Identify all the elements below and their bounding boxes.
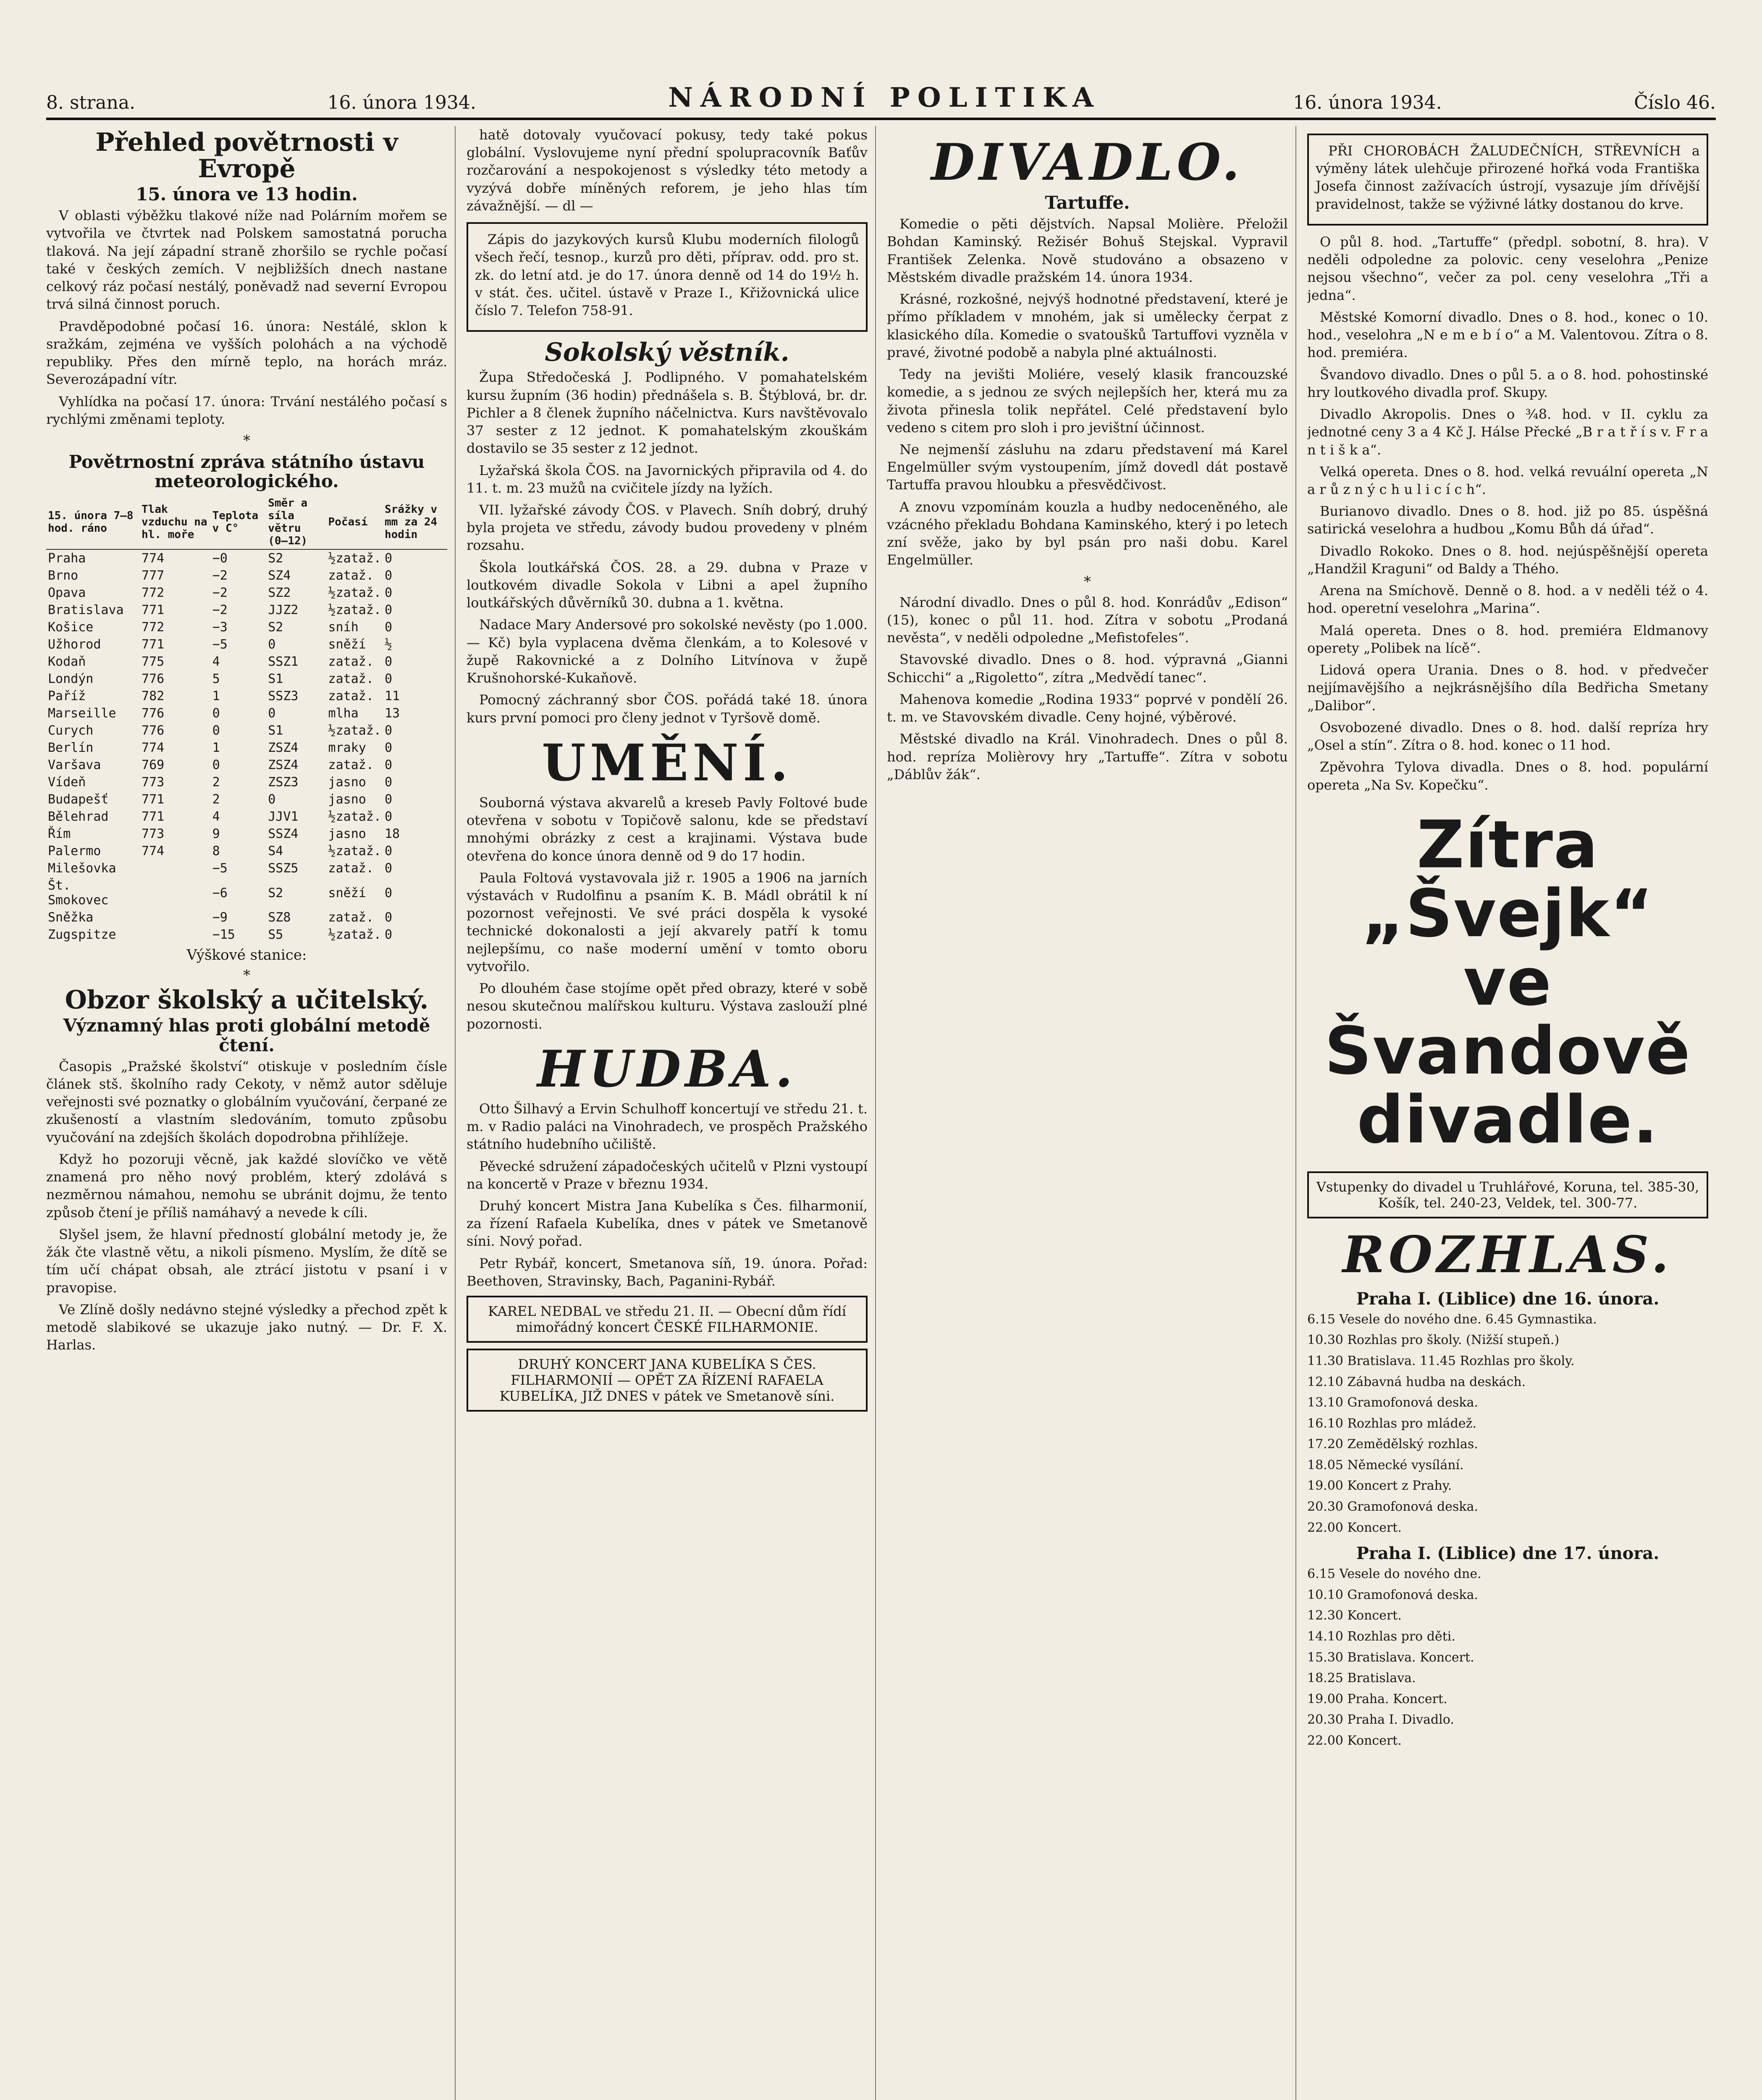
weather-cell: zataž. bbox=[328, 672, 374, 687]
weather-cell: SSZ3 bbox=[268, 689, 299, 704]
venue-listing: Městské Komorní divadlo. Dnes o 8. hod., konec o 10. hod., veselohra „N e m e b í o“ a M. Valentovou. Zítra o 8. hod. premiéra. bbox=[1307, 309, 1708, 361]
weather-cell: 0 bbox=[212, 723, 220, 738]
weather-cell: 0 bbox=[384, 551, 393, 566]
weather-cell: 4 bbox=[212, 809, 220, 824]
weather-row bbox=[46, 653, 447, 670]
weather-cell: Palermo bbox=[48, 844, 101, 859]
weather-cell: 0 bbox=[384, 758, 393, 773]
weather-row bbox=[46, 670, 447, 688]
weather-cell: JJV1 bbox=[268, 809, 299, 824]
theatre-listing: Stavovské divadlo. Dnes o 8. hod. výpravná „Gianni Schicchi“ a „Rigoletto“, zítra „Medvědí tanec“. bbox=[887, 651, 1288, 685]
column-weather-school bbox=[46, 126, 456, 2100]
weather-table-body bbox=[46, 549, 447, 943]
weather-cell: SZ4 bbox=[268, 568, 291, 583]
weather-cell: 774 bbox=[142, 844, 165, 859]
weather-cell: zataž. bbox=[328, 910, 374, 925]
radio-day-heading: Praha I. (Liblice) dne 16. února. bbox=[1356, 1289, 1660, 1309]
weather-cell: 0 bbox=[384, 885, 393, 900]
weather-cell: 782 bbox=[142, 689, 165, 704]
theatre-paragraph: Tedy na jevišti Moliére, veselý klasik francouzské komedie, a s jednou ze svých nejlepších her, která mu za života přinesla tolik nepřátel. Celé představení bylo vedeno s citem pro sloh i pro jevištní účinnost. bbox=[887, 366, 1288, 436]
svejk-line: Zítra „Švejk“ bbox=[1361, 806, 1654, 952]
weather-cell: −9 bbox=[212, 910, 228, 925]
separator: * bbox=[1084, 573, 1091, 590]
weather-cell: Bělehrad bbox=[48, 809, 109, 824]
weather-cell: 772 bbox=[142, 585, 165, 601]
weather-cell: zataž. bbox=[328, 568, 374, 583]
weather-cell: 0 bbox=[384, 910, 393, 925]
kubelik-ad: DRUHÝ KONCERT JANA KUBELÍKA S ČES. FILHARMONIÍ — OPĚT ZA ŘÍZENÍ RAFAELA KUBELÍKA, JIŽ DNES v pátek ve Smetanově síni. bbox=[467, 1349, 868, 1412]
weather-cell: ½zataž. bbox=[328, 551, 381, 566]
weather-cell: 774 bbox=[142, 551, 165, 566]
radio-day-heading: Praha I. (Liblice) dne 17. února. bbox=[1356, 1544, 1660, 1564]
weather-cell: Milešovka bbox=[48, 861, 116, 876]
radio-item: 22.00 Koncert. bbox=[1307, 1733, 1402, 1748]
weather-cell: Bratislava bbox=[48, 603, 124, 618]
radio-item: 19.00 Praha. Koncert. bbox=[1307, 1691, 1447, 1706]
venue-listing: O půl 8. hod. „Tartuffe“ (předpl. sobotní, 8. hra). V neděli odpoledne za polovic. ceny veselohra „Penize nejsou všechno“, večer za pol. ceny veselohra „Tři a jedna“. bbox=[1307, 234, 1708, 303]
svejk-line: ve Švandově bbox=[1324, 944, 1691, 1089]
radio-item: 22.00 Koncert. bbox=[1307, 1520, 1402, 1535]
weather-cell: 0 bbox=[384, 568, 393, 583]
radio-list bbox=[1307, 1566, 1708, 1749]
sokol-title: Sokolský věstník. bbox=[545, 338, 789, 368]
weather-cell: sněží bbox=[328, 885, 366, 900]
school-paragraph: Když ho pozoruji věcně, jak každé slovíčko ve větě znamená pro něho nový problém, který zdolává s nezměrnou námahou, nemohu se ubránit dojmu, že tento způsob čtení je příliš namáhavý a nevede k cíli. bbox=[46, 1151, 447, 1221]
weather-cell: Zugspitze bbox=[48, 927, 116, 942]
weather-row bbox=[46, 688, 447, 705]
radio-item: 14.10 Rozhlas pro děti. bbox=[1307, 1629, 1455, 1644]
sokol-paragraph: Župa Středočeská J. Podlipného. V pomahatelském kursu župním (36 hodin) přednášela s. B. Štýblová, br. dr. Pichler a 8 členek župního náčelnictva. Kurs navštěvovalo 37 sester z 12 jednot. K pomahatelským zkouškám dostavilo se 35 sester z 12 jednot. bbox=[467, 369, 868, 457]
weather-cell: 0 bbox=[384, 620, 393, 635]
weather-cell: ½zataž. bbox=[328, 723, 381, 738]
weather-row bbox=[46, 549, 447, 567]
weather-cell: 774 bbox=[142, 740, 165, 756]
weather-cell: 0 bbox=[268, 637, 276, 652]
weather-cell: zataž. bbox=[328, 689, 374, 704]
separator: * bbox=[243, 967, 250, 984]
radio-item: 10.10 Gramofonová deska. bbox=[1307, 1587, 1478, 1602]
sokol-paragraph: VII. lyžařské závody ČOS. v Plavech. Sníh dobrý, druhý byla projeta ve středu, závody budou provedeny v plném rozsahu. bbox=[467, 501, 868, 554]
theatre-paragraph: Komedie o pěti dějstvích. Napsal Molière. Přeložil Bohdan Kaminský. Režisér Bohuš Stejskal. Vypravil František Zelenka. Nově studováno a obsazeno v Městském divadle pražském 14. února 1934. bbox=[887, 216, 1288, 285]
newspaper-title: NÁRODNÍ POLITIKA bbox=[668, 82, 1101, 113]
date-left: 16. února 1934. bbox=[327, 92, 476, 113]
weather-cell: SSZ1 bbox=[268, 654, 299, 669]
weather-cell: S2 bbox=[268, 620, 283, 635]
header-cell: Tlak vzduchu na hl. moře bbox=[140, 495, 211, 549]
theatre-subtitle: Tartuffe. bbox=[1045, 192, 1130, 213]
school-paragraph: Slyšel jsem, že hlavní předností globální metody je, že žák čte vlastně větu, a nikoli písmeno. Myslím, že dítě se tím učí chápat obsah, ale ztrácí jistotu v psaní i v pravopise. bbox=[46, 1226, 447, 1296]
venue-listing: Švandovo divadlo. Dnes o půl 5. a o 8. hod. pohostinské hry loutkového divadla prof. Skupy. bbox=[1307, 366, 1708, 400]
weather-cell: S2 bbox=[268, 885, 283, 900]
weather-cell: zataž. bbox=[328, 758, 374, 773]
weather-cell: SZ8 bbox=[268, 910, 291, 925]
radio-list bbox=[1307, 1311, 1708, 1536]
weather-cell: 0 bbox=[384, 775, 393, 790]
theatre-listing: Městské divadlo na Král. Vinohradech. Dnes o půl 8. hod. repríza Molièrovy hry „Tartuffe“. Zítra v sobotu „Dáblův žák“. bbox=[887, 731, 1288, 782]
weather-cell: Varšava bbox=[48, 758, 101, 773]
weather-row bbox=[46, 860, 447, 877]
weather-cell: S1 bbox=[268, 723, 283, 738]
radio-item: 17.20 Zemědělský rozhlas. bbox=[1307, 1437, 1478, 1452]
weather-cell: 771 bbox=[142, 809, 165, 824]
theatre-listing: Národní divadlo. Dnes o půl 8. hod. Konrádův „Edison“ (15), konec o půl 11. hod. Zítra v sobotu „Prodaná nevěsta“, v neděli odpoledne „Mefistofeles“. bbox=[887, 594, 1288, 646]
weather-cell: SZ2 bbox=[268, 585, 291, 601]
header-cell: Počasí bbox=[327, 495, 383, 549]
weather-cell: 769 bbox=[142, 758, 165, 773]
header-cell: Srážky v mm za 24 hodin bbox=[383, 495, 447, 549]
column-listings-radio bbox=[1307, 126, 1716, 2100]
weather-paragraph: Vyhlídka na počasí 17. února: Trvání nestálého počasí s rychlými změnami teploty. bbox=[46, 393, 447, 427]
weather-cell: −15 bbox=[212, 927, 235, 942]
weather-cell: 0 bbox=[384, 927, 393, 942]
hudba-paragraph: Druhý koncert Mistra Jana Kubelíka s Čes. filharmonií, za řízení Rafaela Kubelíka, dnes v pátek ve Smetanově síni. Nový pořad. bbox=[467, 1198, 868, 1250]
weather-cell: −0 bbox=[212, 551, 228, 566]
weather-cell: Berlín bbox=[48, 740, 94, 756]
weather-cell: 9 bbox=[212, 827, 220, 842]
weather-cell: 771 bbox=[142, 603, 165, 618]
radio-item: 20.30 Gramofonová deska. bbox=[1307, 1499, 1478, 1515]
notice-text: Zápis do jazykových kursů Klubu moderních filologů všech řečí, tesnop., kurzů pro děti, příprav. odd. pro st. zk. do letní atd. je do 17. února denně od 14 do 19½ h. v stát. čes. učitel. ústavě v Praze I., Křižovnická ulice číslo 7. Telefon 758-91. bbox=[475, 231, 859, 319]
weather-table-header bbox=[46, 495, 447, 549]
weather-cell: Opava bbox=[48, 585, 86, 601]
weather-row bbox=[46, 722, 447, 739]
weather-row bbox=[46, 791, 447, 808]
weather-cell: 18 bbox=[384, 827, 400, 842]
umeni-paragraph: Souborná výstava akvarelů a kreseb Pavly Foltové bude otevřena v sobotu v Topičově salonu, kde se představí mnohými obrázky z cest a krajinami. Výstava bude otevřena do konce února denně od 9 do 17 hodin. bbox=[467, 794, 868, 864]
weather-cell: SSZ4 bbox=[268, 827, 299, 842]
weather-report-title: Povětrnostní zpráva státního ústavu meteorologického. bbox=[68, 452, 425, 492]
theatre-listing: Mahenova komedie „Rodina 1933“ poprvé v pondělí 26. t. m. ve Stavovském divadle. Ceny hojné, výběrové. bbox=[887, 691, 1288, 725]
venue-listing: Malá opereta. Dnes o 8. hod. premiéra Eldmanovy operety „Polibek na lícě“. bbox=[1307, 622, 1708, 656]
radio-item: 13.10 Gramofonová deska. bbox=[1307, 1395, 1478, 1410]
radio-item: 15.30 Bratislava. Koncert. bbox=[1307, 1650, 1474, 1665]
weather-cell: 1 bbox=[212, 740, 220, 756]
weather-cell: −3 bbox=[212, 620, 228, 635]
weather-row bbox=[46, 601, 447, 619]
weather-cell: jasno bbox=[328, 792, 366, 807]
weather-cell: Curych bbox=[48, 723, 94, 738]
header-cell: 15. února 7–8 hod. ráno bbox=[46, 495, 140, 549]
venue-listing: Divadlo Akropolis. Dnes o ¾8. hod. v II. cyklu za jednotné ceny 3 a 4 Kč J. Hálse Přecké „B r a t ř í s v. F r a n t i š k a“. bbox=[1307, 406, 1708, 458]
language-course-notice bbox=[467, 222, 868, 332]
weather-cell: 13 bbox=[384, 706, 400, 721]
weather-cell: 0 bbox=[384, 844, 393, 859]
weather-cell: jasno bbox=[328, 827, 366, 842]
weather-title: Přehled povětrnosti v Evropě bbox=[95, 128, 398, 184]
weather-cell: 0 bbox=[268, 792, 276, 807]
sokol-paragraph: Pomocný záchranný sbor ČOS. pořádá také 18. února kurs první pomoci pro členy jednot v Tyršově domě. bbox=[467, 692, 868, 726]
weather-cell: ZSZ4 bbox=[268, 740, 299, 756]
header-cell: Směr a síla větru (0–12) bbox=[266, 495, 326, 549]
venue-listing: Velká opereta. Dnes o 8. hod. velká revuální opereta „N a r ů z n ý c h u l i c í c h“. bbox=[1307, 463, 1708, 497]
weather-cell: Praha bbox=[48, 551, 86, 566]
weather-cell: zataž. bbox=[328, 654, 374, 669]
svejk-line: divadle. bbox=[1357, 1081, 1659, 1158]
weather-cell: 0 bbox=[384, 861, 393, 876]
weather-cell: jasno bbox=[328, 775, 366, 790]
weather-cell: Paříž bbox=[48, 689, 86, 704]
weather-cell: Marseille bbox=[48, 706, 116, 721]
venue-listing: Osvobozené divadlo. Dnes o 8. hod. další repríza hry „Osel a stín“. Zítra o 8. hod. konec o 11 hod. bbox=[1307, 719, 1708, 753]
column-sokol-art-music bbox=[467, 126, 876, 2100]
radio-program bbox=[1307, 1225, 1708, 1749]
weather-cell: 773 bbox=[142, 827, 165, 842]
weather-cell: 0 bbox=[384, 740, 393, 756]
radio-title: ROZHLAS. bbox=[1342, 1225, 1673, 1284]
weather-cell: Budapešť bbox=[48, 792, 109, 807]
radio-item: 11.30 Bratislava. 11.45 Rozhlas pro školy. bbox=[1307, 1353, 1575, 1368]
weather-row bbox=[46, 877, 447, 909]
separator: * bbox=[243, 432, 250, 449]
issue-number: Číslo 46. bbox=[1634, 92, 1716, 113]
weather-row bbox=[46, 825, 447, 843]
masthead bbox=[46, 76, 1716, 120]
weather-cell: 2 bbox=[212, 792, 220, 807]
umeni-title: UMĚNÍ. bbox=[542, 733, 792, 793]
umeni-paragraph: Paula Foltová vystavovala již r. 1905 a 1906 na jarních výstavách v Rudolfinu a psaním K. B. Mádl obrátil k ní pozornost veřejnosti. Ve své práci dospěla k vysoké technické dokonalosti a její akvarely patří k tomu nejlepšímu, co naše moderní umění v tomto oboru vytvořilo. bbox=[467, 869, 868, 974]
weather-cell: Sněžka bbox=[48, 910, 94, 925]
weather-cell: S5 bbox=[268, 927, 283, 942]
weather-cell: 0 bbox=[384, 603, 393, 618]
weather-cell: 771 bbox=[142, 637, 165, 652]
weather-cell: 5 bbox=[212, 672, 220, 687]
radio-item: 12.30 Koncert. bbox=[1307, 1608, 1402, 1623]
school-paragraph: Ve Zlíně došly nedávno stejné výsledky a přechod zpět k metodě slabikové se ukazuje jako nutný. — Dr. F. X. Harlas. bbox=[46, 1301, 447, 1353]
weather-row bbox=[46, 909, 447, 926]
weather-cell: −5 bbox=[212, 861, 228, 876]
weather-cell bbox=[140, 909, 211, 926]
table-subheading: Výškové stanice: bbox=[186, 947, 307, 964]
weather-cell: 0 bbox=[212, 706, 220, 721]
weather-cell: 0 bbox=[384, 809, 393, 824]
weather-row bbox=[46, 619, 447, 636]
venue-listing: Lidová opera Urania. Dnes o 8. hod. v předvečer nejjímavějšího a nejkrásnějšího díla Bedřicha Smetany „Dalibor“. bbox=[1307, 662, 1708, 714]
weather-cell: 0 bbox=[384, 585, 393, 601]
weather-cell: ½zataž. bbox=[328, 809, 381, 824]
weather-cell: 11 bbox=[384, 689, 400, 704]
weather-cell: ½zataž. bbox=[328, 844, 381, 859]
weather-row bbox=[46, 808, 447, 825]
radio-item: 20.30 Praha I. Divadlo. bbox=[1307, 1712, 1454, 1727]
radio-item: 19.00 Koncert z Prahy. bbox=[1307, 1478, 1452, 1494]
weather-cell: ½zataž. bbox=[328, 585, 381, 601]
weather-cell: sníh bbox=[328, 620, 359, 635]
ticket-notice: Vstupenky do divadel u Truhlářové, Koruna, tel. 385-30, Košík, tel. 240-23, Veldek, tel. 300-77. bbox=[1307, 1171, 1708, 1218]
ad-text: PŘI CHOROBÁCH ŽALUDEČNÍCH, STŘEVNÍCH a výměny látek ulehčuje přirozené hořká voda Františka Josefa činnost zažívacích ústrojí, vysazuje jím dřívější pravidelnost, takže se výživné látky dostanou do krve. bbox=[1316, 143, 1700, 212]
weather-cell: 0 bbox=[384, 672, 393, 687]
school-title: Obzor školský a učitelský. bbox=[65, 985, 429, 1015]
weather-cell: 0 bbox=[384, 723, 393, 738]
weather-cell: −5 bbox=[212, 637, 228, 652]
weather-cell: 8 bbox=[212, 844, 220, 859]
weather-cell: 771 bbox=[142, 792, 165, 807]
weather-cell: ½ bbox=[384, 637, 393, 652]
weather-cell: 777 bbox=[142, 568, 165, 583]
weather-cell: Košice bbox=[48, 620, 94, 635]
weather-cell: Užhorod bbox=[48, 637, 101, 652]
weather-cell: S1 bbox=[268, 672, 283, 687]
umeni-paragraph: Po dlouhém čase stojíme opět před obrazy, které v sobě nesou skutečnou malířskou kulturu. Výstava zaslouží plné pozornosti. bbox=[467, 980, 868, 1032]
theatre-title: DIVADLO. bbox=[931, 133, 1244, 192]
weather-cell: 0 bbox=[384, 654, 393, 669]
date-right: 16. února 1934. bbox=[1293, 92, 1442, 113]
theatre-paragraph: Krásné, rozkošné, nejvýš hodnotné představení, které je přímo příkladem v mnohém, jak si umělecky čerpat z klasického díla. Komedie o svatoušků Tartuffovi vyzněla v pravé, životné podobě a nabyla plné aktuálnosti. bbox=[887, 291, 1288, 360]
weather-cell: 776 bbox=[142, 706, 165, 721]
weather-paragraph: Pravděpodobné počasí 16. února: Nestálé, sklon k sražkám, zejména ve vyšších polohách a na východě republiky. Přes den mírně teplo, na horách mráz. Severozápadní vítr. bbox=[46, 318, 447, 388]
weather-cell bbox=[140, 877, 211, 909]
weather-row bbox=[46, 926, 447, 943]
weather-cell: ZSZ3 bbox=[268, 775, 299, 790]
radio-item: 18.05 Německé vysílání. bbox=[1307, 1457, 1464, 1473]
weather-cell: −2 bbox=[212, 603, 228, 618]
radio-item: 18.25 Bratislava. bbox=[1307, 1671, 1416, 1686]
weather-cell: ZSZ4 bbox=[268, 758, 299, 773]
hudba-paragraph: Petr Rybář, koncert, Smetanova síň, 19. února. Pořad: Beethoven, Stravinsky, Bach, Paganini-Rybář. bbox=[467, 1255, 868, 1289]
weather-row bbox=[46, 739, 447, 756]
weather-table bbox=[46, 495, 447, 943]
weather-cell: S4 bbox=[268, 844, 283, 859]
weather-cell: 775 bbox=[142, 654, 165, 669]
weather-cell: 2 bbox=[212, 775, 220, 790]
weather-row bbox=[46, 774, 447, 791]
radio-item: 6.15 Vesele do nového dne. 6.45 Gymnastika. bbox=[1307, 1312, 1597, 1327]
weather-cell: mraky bbox=[328, 740, 366, 756]
nedbal-ad: KAREL NEDBAL ve středu 21. II. — Obecní dům řídí mimořádný koncert ČESKÉ FILHARMONIE. bbox=[467, 1296, 868, 1343]
weather-row bbox=[46, 636, 447, 653]
weather-cell: Št. Smokovec bbox=[48, 878, 109, 908]
weather-cell: sněží bbox=[328, 637, 366, 652]
theatre-paragraph: Ne nejmenší zásluhu na zdaru představení má Karel Engelmüller svým vystoupením, jímž dovedl dát postavě Tartuffa pravou hloubku a přesvědčivost. bbox=[887, 441, 1288, 493]
continued-paragraph: hatě dotovaly vyučovací pokusy, tedy také pokus globální. Vyslovujeme nyní přední spolupracovník Baťův rozčarování a nespokojenost s výsledky této metody a vyzývá dobře míněných reforem, je jeho hlas tím závažnější. — dl — bbox=[467, 127, 868, 214]
venue-listing: Divadlo Rokoko. Dnes o 8. hod. nejúspěšnější opereta „Handžil Kraguni“ od Baldy a Thého. bbox=[1307, 543, 1708, 577]
header-cell: Teplota v C° bbox=[211, 495, 267, 549]
theatre-paragraph: A znovu vzpomínám kouzla a hudby nedoceněného, ale vzácného překladu Bohdana Kaminského, který i po letech zní svěže, jako by byl psán pro naši dobu. Karel Engelmüller. bbox=[887, 499, 1288, 568]
weather-cell: Vídeň bbox=[48, 775, 86, 790]
weather-cell: 773 bbox=[142, 775, 165, 790]
weather-cell: ½zataž. bbox=[328, 603, 381, 618]
radio-item: 12.10 Zábavná hudba na deskách. bbox=[1307, 1374, 1526, 1389]
weather-cell: 1 bbox=[212, 689, 220, 704]
radio-item: 10.30 Rozhlas pro školy. (Nižší stupeň.) bbox=[1307, 1333, 1560, 1348]
weather-cell: −6 bbox=[212, 885, 228, 900]
weather-cell: Kodaň bbox=[48, 654, 86, 669]
weather-row bbox=[46, 567, 447, 584]
weather-cell: Řím bbox=[48, 827, 71, 842]
weather-cell: 772 bbox=[142, 620, 165, 635]
sokol-paragraph: Nadace Mary Andersové pro sokolské nevěsty (po 1.000.— Kč) byla vyplacena dvěma členkám, a to Kolesové v župě Rakovnické a z Dolního Litvínova v župě Krušnohorské-Kukaňově. bbox=[467, 617, 868, 686]
hudba-title: HUDBA. bbox=[537, 1039, 797, 1099]
page-number: 8. strana. bbox=[46, 92, 136, 113]
svejk-advert bbox=[1307, 806, 1708, 1158]
hudba-paragraph: Otto Šilhavý a Ervin Schulhoff koncertují ve středu 21. t. m. v Radio paláci na Vinohradech, ve prospěch Pražského státního hudebního učiliště. bbox=[467, 1100, 868, 1152]
weather-cell: JJZ2 bbox=[268, 603, 299, 618]
weather-row bbox=[46, 705, 447, 722]
weather-cell: ½zataž. bbox=[328, 927, 381, 942]
venue-listing: Burianovo divadlo. Dnes o 8. hod. již po 85. úspěšná satirická veselohra a hudbou „Komu Bůh dá úřad“. bbox=[1307, 503, 1708, 537]
weather-cell: S2 bbox=[268, 551, 283, 566]
weather-cell: Brno bbox=[48, 568, 79, 583]
weather-row bbox=[46, 843, 447, 860]
weather-cell: 0 bbox=[268, 706, 276, 721]
weather-cell: 0 bbox=[384, 792, 393, 807]
hudba-paragraph: Pěvecké sdružení západočeských učitelů v Plzni vystoupí na koncertě v Praze v březnu 1934. bbox=[467, 1158, 868, 1192]
column-theatre bbox=[887, 126, 1296, 2100]
school-subtitle: Významný hlas proti globální metodě čtení. bbox=[63, 1015, 430, 1055]
weather-row bbox=[46, 584, 447, 601]
weather-cell: −2 bbox=[212, 568, 228, 583]
weather-paragraph: V oblasti výběžku tlakové níže nad Polárním mořem se vytvořila ve čtvrtek nad Polskem samostatná porucha tlaková. Na její západní straně zhoršilo se rychle počasí také v českých zemích. V nejbližších dnech nastane celkový ráz počasí nestálý, poněvadž nad severní Evropou trvá silná činnost poruch. bbox=[46, 207, 447, 312]
mineral-water-ad bbox=[1307, 134, 1708, 226]
venue-listing: Zpěvohra Tylova divadla. Dnes o 8. hod. populární opereta „Na Sv. Kopečku“. bbox=[1307, 759, 1708, 793]
weather-cell: −2 bbox=[212, 585, 228, 601]
article-columns bbox=[46, 126, 1716, 2100]
weather-cell: 776 bbox=[142, 723, 165, 738]
weather-subtitle: 15. února ve 13 hodin. bbox=[136, 184, 358, 205]
weather-cell: 776 bbox=[142, 672, 165, 687]
weather-cell: 4 bbox=[212, 654, 220, 669]
radio-item: 16.10 Rozhlas pro mládež. bbox=[1307, 1416, 1476, 1431]
weather-cell bbox=[140, 926, 211, 943]
weather-cell: zataž. bbox=[328, 861, 374, 876]
weather-row bbox=[46, 756, 447, 774]
weather-cell bbox=[140, 860, 211, 877]
weather-cell: mlha bbox=[328, 706, 359, 721]
school-paragraph: Časopis „Pražské školství“ otiskuje v posledním čísle článek stš. školního rady Cekoty, v němž autor sděluje veřejnosti své poznatky o globálním vyučování, čerpané ze zkušeností a vlastním sledováním, tomuto způsobu vyučování na zdejších školách dopodrobna přihlížeje. bbox=[46, 1058, 447, 1145]
weather-cell: SSZ5 bbox=[268, 861, 299, 876]
weather-cell: 0 bbox=[212, 758, 220, 773]
radio-item: 6.15 Vesele do nového dne. bbox=[1307, 1567, 1481, 1582]
weather-cell: Londýn bbox=[48, 672, 94, 687]
venue-listing: Arena na Smíchově. Denně o 8. hod. a v neděli též o 4. hod. operetní veselohra „Marina“. bbox=[1307, 583, 1708, 617]
sokol-paragraph: Škola loutkářská ČOS. 28. a 29. dubna v Praze v loutkovém divadle Sokola v Libni a apel župního loutkářských důvěrníků 30. dubna a 1. května. bbox=[467, 559, 868, 611]
sokol-paragraph: Lyžařská škola ČOS. na Javornických připravila od 4. do 11. t. m. 23 mužů na cvičitele jízdy na lyžích. bbox=[467, 462, 868, 496]
